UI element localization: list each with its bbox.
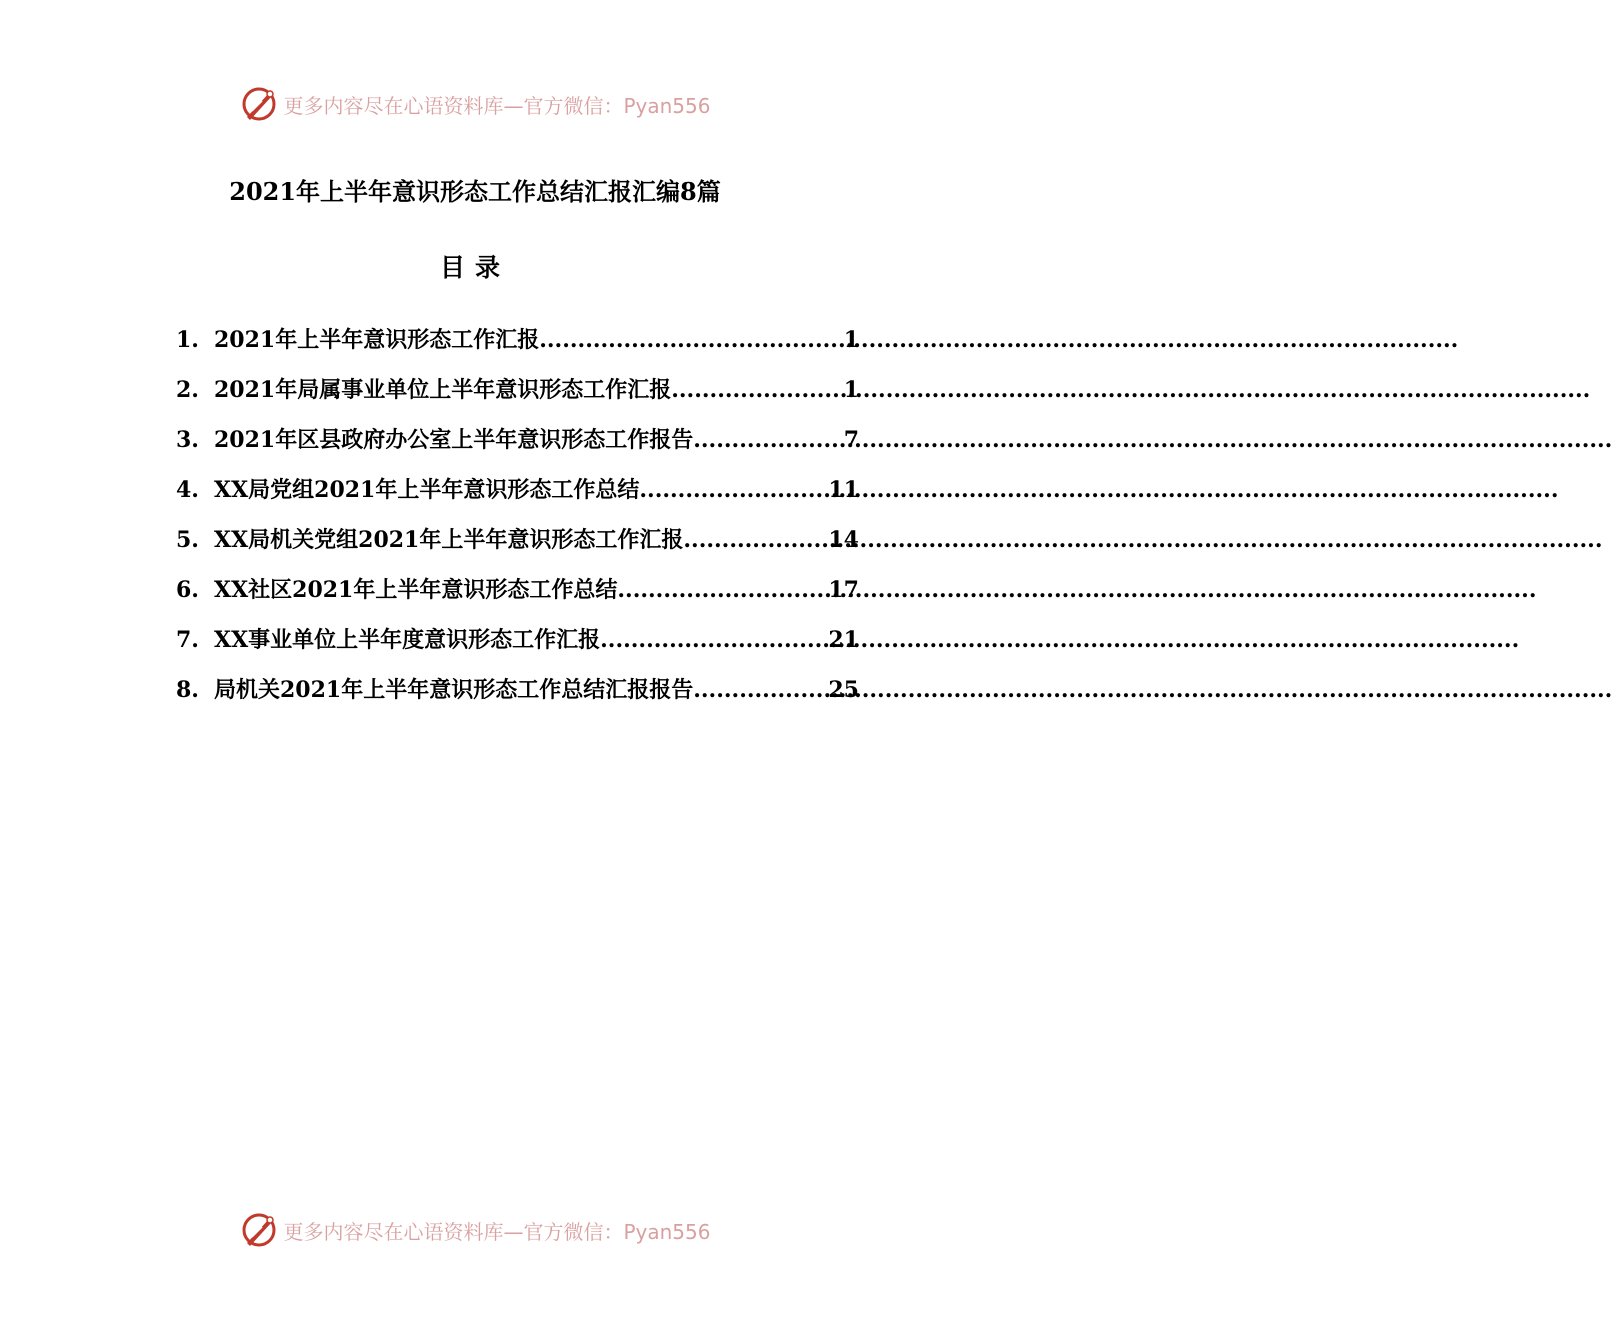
toc-entry-number: 1. [176,327,199,353]
toc-entry-page: 11 [828,477,859,503]
toc-entry[interactable] [176,373,859,423]
toc-entry[interactable] [176,623,859,673]
toc-dot-leader [600,627,828,653]
toc-entry[interactable] [176,523,859,573]
toc-entry-title: 局机关2021年上半年意识形态工作总结汇报报告 [214,677,694,703]
toc-entry-number: 2. [176,377,199,403]
document-title: 2021年上半年意识形态工作总结汇报汇编8篇 [229,177,721,206]
toc-entry-page: 1 [843,327,859,353]
toc-entry[interactable] [176,473,859,523]
toc-entry-page: 17 [828,577,859,603]
toc-entry-number: 4. [176,477,199,503]
toc-dot-leader [617,577,828,603]
toc-entry[interactable] [176,573,859,623]
toc-entry-title: 2021年区县政府办公室上半年意识形态工作报告 [214,427,694,453]
banner-text: 更多内容尽在心语资料库—官方微信：Pyan556 [283,93,711,118]
header-banner [0,82,950,126]
toc-entry[interactable] [176,423,859,473]
toc-entry-page: 14 [828,527,859,553]
toc-dot-leader [683,527,828,553]
toc-entry-title: XX局党组2021年上半年意识形态工作总结 [214,477,640,503]
toc-entry-page: 21 [828,627,859,653]
toc-entry-page: 7 [843,427,859,453]
footer-banner [0,1208,950,1252]
toc-entry-page: 1 [843,377,859,403]
toc-dot-leader [539,327,843,353]
toc-entry-number: 8. [176,677,199,703]
toc-dot-leader [671,377,843,403]
toc-heading: 目录 [439,253,510,282]
toc-dot-leader [639,477,828,503]
pen-nib-logo-icon [239,1210,279,1250]
toc-entry[interactable] [176,323,859,373]
toc-entry[interactable] [176,673,859,723]
toc-entry-title: XX社区2021年上半年意识形态工作总结 [214,577,618,603]
toc-entry-title: XX事业单位上半年度意识形态工作汇报 [214,627,601,653]
toc-entry-number: 6. [176,577,199,603]
table-of-contents [176,323,859,723]
toc-entry-number: 5. [176,527,199,553]
toc-entry-title: 2021年上半年意识形态工作汇报 [214,327,540,353]
toc-dot-leader [693,427,843,453]
pen-nib-logo-icon [239,84,279,124]
toc-entry-number: 7. [176,627,199,653]
toc-entry-title: 2021年局属事业单位上半年意识形态工作汇报 [214,377,672,403]
toc-dot-leader [693,677,828,703]
toc-entry-page: 25 [828,677,859,703]
toc-entry-number: 3. [176,427,199,453]
toc-entry-title: XX局机关党组2021年上半年意识形态工作汇报 [214,527,684,553]
banner-text: 更多内容尽在心语资料库—官方微信：Pyan556 [283,1219,711,1244]
